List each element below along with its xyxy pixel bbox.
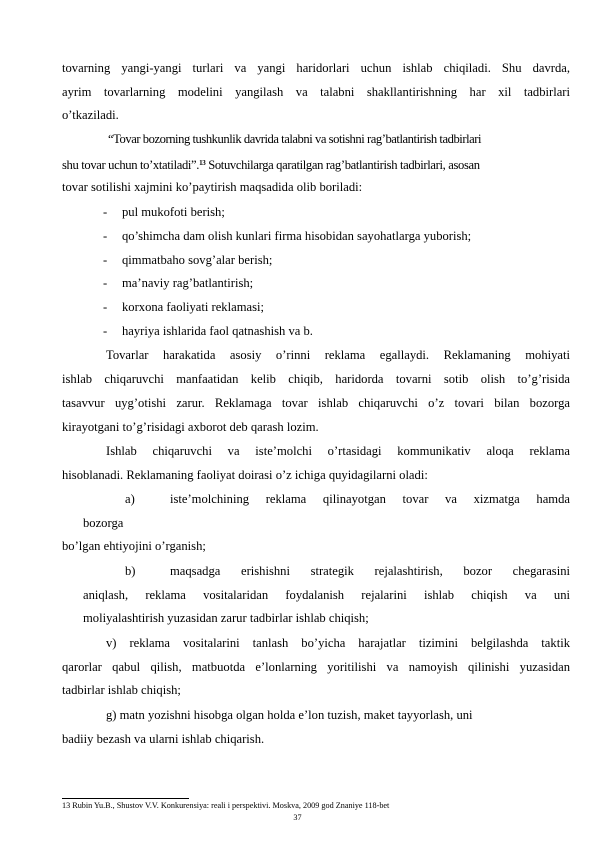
- bullet-item: qimmatbaho sovg’alar berish;: [122, 253, 273, 267]
- paragraph-3-line-1: Tovarlar harakatida asosiy o’rinni reklama egallaydi. Reklamaning mohiyati: [106, 348, 570, 362]
- paragraph-1-line-2: ayrim tovarlarning modelini yangilash va talabni shakllantirishning har xil tadbirlari: [62, 85, 570, 99]
- footnote-ref: 13: [199, 159, 206, 167]
- bullet-item: korxona faoliyati reklamasi;: [122, 300, 264, 314]
- bullet-item: qo’shimcha dam olish kunlari firma hisobidan sayohatlarga yuborish;: [122, 229, 472, 243]
- bullet-item: ma’naviy rag’batlantirish;: [122, 276, 254, 290]
- footnote-separator: [62, 798, 189, 799]
- bullet-item: pul mukofoti berish;: [122, 205, 225, 219]
- bullet-dash: -: [103, 253, 108, 267]
- bullet-dash: -: [103, 324, 108, 338]
- bullet-dash: -: [103, 276, 108, 290]
- paragraph-2-line-2: [62, 156, 570, 173]
- item-a-line-2: bozorga: [83, 516, 124, 530]
- item-g-line-1: g) matn yozishni hisobga olgan holda e’lon tuzish, maket tayyorlash, uni: [106, 708, 473, 722]
- paragraph-1-line-3: o’tkaziladi.: [62, 108, 119, 122]
- item-b-line-2: aniqlash, reklama vositalaridan foydalanish rejalarini ishlab chiqish va uni: [83, 588, 570, 602]
- item-a-line-1: iste’molchining reklama qilinayotgan tovar va xizmatga hamda: [170, 492, 570, 506]
- item-g-line-2: badiiy bezash va ularni ishlab chiqarish.: [62, 732, 265, 746]
- item-v-line-2: qarorlar qabul qilish, matbuotda e’lonlarning yoritilishi va namoyish qilinishi yuzasidan: [62, 660, 570, 674]
- bullet-dash: -: [103, 229, 108, 243]
- paragraph-2-line-3: tovar sotilishi xajmini ko’paytirish maqsadida olib boriladi:: [62, 180, 363, 194]
- paragraph-3-line-3: tasavvur uyg’otishi zarur. Reklamaga tovar ishlab chiqaruvchi o’z tovari bilan bozorga: [62, 396, 570, 410]
- paragraph-3-line-4: kirayotgani to’g’risidagi axborot deb qarash lozim.: [62, 420, 319, 434]
- item-b-marker: b): [125, 564, 136, 578]
- page-number: 37: [293, 813, 302, 822]
- paragraph-3-line-2: ishlab chiqaruvchi manfaatidan kelib chiqib, haridorda tovarni sotib olish to’g’risida: [62, 372, 570, 386]
- paragraph-4-line-1: Ishlab chiqaruvchi va iste’molchi o’rtasidagi kommunikativ aloqa reklama: [106, 444, 570, 458]
- item-v-line-1: v) reklama vositalarini tanlash bo’yicha harajatlar tizimini belgilashda taktik: [106, 636, 570, 650]
- quote-continuation-text: Sotuvchilarga qaratilgan rag’batlantirish tadbirlari, asosan: [205, 158, 480, 172]
- paragraph-2-line-1: “Tovar bozorning tushkunlik davrida talabni va sotishni rag’batlantirish tadbirlari: [108, 132, 482, 146]
- paragraph-4-line-2: hisoblanadi. Reklamaning faoliyat doirasi o’z ichiga quyidagilarni oladi:: [62, 468, 428, 482]
- item-b-line-1: maqsadga erishishni strategik rejalashtirish, bozor chegarasini: [170, 564, 570, 578]
- item-v-line-3: tadbirlar ishlab chiqish;: [62, 683, 181, 697]
- quote-end-text: shu tovar uchun to’xtatiladi”.: [62, 158, 200, 172]
- bullet-item: hayriya ishlarida faol qatnashish va b.: [122, 324, 313, 338]
- bullet-dash: -: [103, 205, 108, 219]
- paragraph-1-line-1: tovarning yangi-yangi turlari va yangi haridorlari uchun ishlab chiqiladi. Shu davrda,: [62, 61, 570, 75]
- bullet-dash: -: [103, 300, 108, 314]
- item-a-marker: a): [125, 492, 135, 506]
- footnote: 13 Rubin Yu.B., Shustov V.V. Konkurensiya: reali i perspektivi. Moskva, 2009 god Znaniye 118-bet: [62, 801, 390, 810]
- item-b-line-3: moliyalashtirish yuzasidan zarur tadbirlar ishlab chiqish;: [83, 611, 369, 625]
- item-a-line-3: bo’lgan ehtiyojini o’rganish;: [62, 539, 206, 553]
